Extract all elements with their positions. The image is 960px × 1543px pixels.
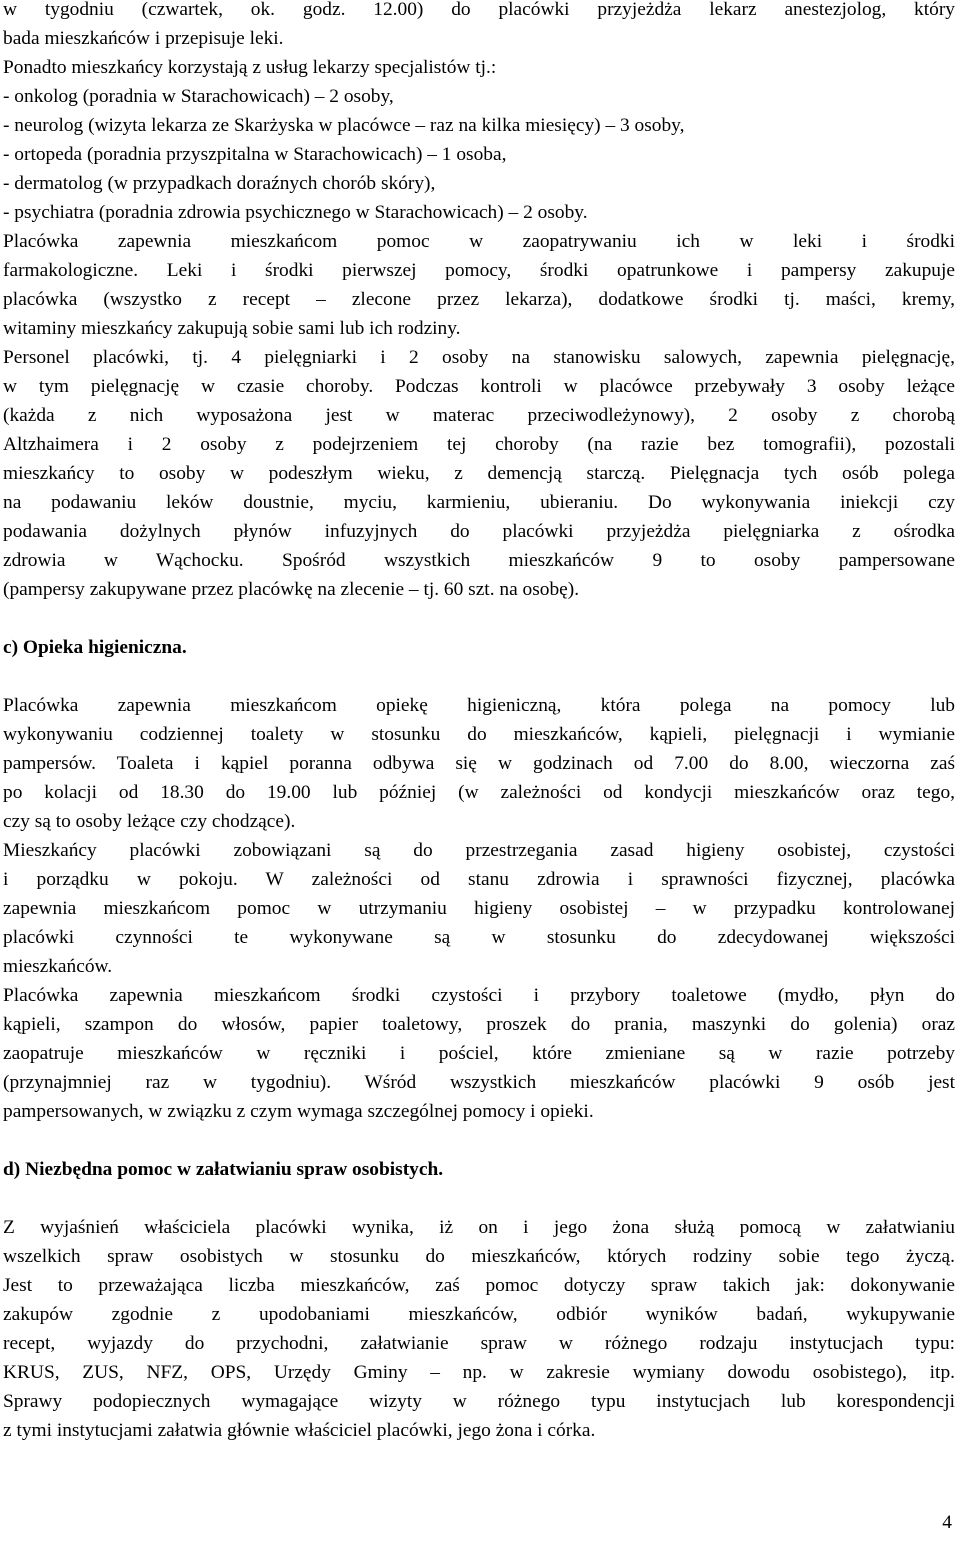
text-line: witaminy mieszkańcy zakupują sobie sami lub ich rodziny.	[3, 318, 461, 339]
text-line: zakupów zgodnie z upodobaniami mieszkańców, odbiór wyników badań, wykupywanie	[3, 1304, 955, 1325]
text-line: wszelkich spraw osobistych w stosunku do mieszkańców, których rodziny sobie tego życzą.	[3, 1246, 955, 1267]
text-line: wykonywaniu codziennej toalety w stosunku do mieszkańców, kąpieli, pielęgnacji i wymianie	[3, 724, 955, 745]
text-line: - neurolog (wizyta lekarza ze Skarżyska w placówce – raz na kilka miesięcy) – 3 osoby,	[3, 115, 685, 136]
text-line: zdrowia w Wąchocku. Spośród wszystkich mieszkańców 9 to osoby pampersowane	[3, 550, 955, 571]
text-line: Placówka zapewnia mieszkańcom opiekę higieniczną, która polega na pomocy lub	[3, 695, 955, 716]
text-line: farmakologiczne. Leki i środki pierwszej pomocy, środki opatrunkowe i pampersy zakupuje	[3, 260, 955, 281]
text-line: czy są to osoby leżące czy chodzące).	[3, 811, 296, 832]
text-line: zaopatruje mieszkańców w ręczniki i pościel, które zmieniane są w razie potrzeby	[3, 1043, 955, 1064]
spacer	[3, 604, 955, 633]
text-line: (przynajmniej raz w tygodniu). Wśród wszystkich mieszkańców placówki 9 osób jest	[3, 1072, 955, 1093]
text-line: po kolacji od 18.30 do 19.00 lub później (w zależności od kondycji mieszkańców oraz tego,	[3, 782, 955, 803]
text-line: placówka (wszystko z recept – zlecone przez lekarza), dodatkowe środki tj. maści, kremy,	[3, 289, 955, 310]
text-line: - onkolog (poradnia w Starachowicach) – 2 osoby,	[3, 86, 394, 107]
text-line: na podawaniu leków doustnie, myciu, karmieniu, ubieraniu. Do wykonywania iniekcji czy	[3, 492, 955, 513]
text-line: pampersów. Toaleta i kąpiel poranna odbywa się w godzinach od 7.00 do 8.00, wieczorna zaś	[3, 753, 955, 774]
text-line: (każda z nich wyposażona jest w materac przeciwodleżynowy), 2 osoby z chorobą	[3, 405, 955, 426]
heading-d: d) Niezbędna pomoc w załatwianiu spraw osobistych.	[3, 1159, 444, 1180]
text-line: w tygodniu (czwartek, ok. godz. 12.00) do placówki przyjeżdża lekarz anestezjolog, który	[3, 0, 955, 20]
page-number: 4	[942, 1512, 952, 1533]
text-line: Placówka zapewnia mieszkańcom pomoc w zaopatrywaniu ich w leki i środki	[3, 231, 955, 252]
text-line: mieszkańców.	[3, 956, 113, 977]
spacer	[3, 1126, 955, 1155]
text-line: - ortopeda (poradnia przyszpitalna w Starachowicach) – 1 osoba,	[3, 144, 507, 165]
text-line: - dermatolog (w przypadkach doraźnych chorób skóry),	[3, 173, 436, 194]
text-line: Personel placówki, tj. 4 pielęgniarki i 2 osoby na stanowisku salowych, zapewnia pielęgnację,	[3, 347, 955, 368]
text-line: pampersowanych, w związku z czym wymaga szczególnej pomocy i opieki.	[3, 1101, 594, 1122]
text-line: Altzhaimera i 2 osoby z podejrzeniem tej choroby (na razie bez tomografii), pozostali	[3, 434, 955, 455]
text-line: - psychiatra (poradnia zdrowia psychicznego w Starachowicach) – 2 osoby.	[3, 202, 588, 223]
spacer	[3, 1184, 955, 1213]
text-line: i porządku w pokoju. W zależności od stanu zdrowia i sprawności fizycznej, placówka	[3, 869, 955, 890]
text-line: kąpieli, szampon do włosów, papier toaletowy, proszek do prania, maszynki do golenia) oraz	[3, 1014, 955, 1035]
text-line: Z wyjaśnień właściciela placówki wynika, iż on i jego żona służą pomocą w załatwianiu	[3, 1217, 955, 1238]
text-line: bada mieszkańców i przepisuje leki.	[3, 28, 284, 49]
text-line: Mieszkańcy placówki zobowiązani są do przestrzegania zasad higieny osobistej, czystości	[3, 840, 955, 861]
section-intro	[3, 0, 955, 604]
text-line: Sprawy podopiecznych wymagające wizyty w różnego typu instytucjach lub korespondencji	[3, 1391, 955, 1412]
text-line: Ponadto mieszkańcy korzystają z usług lekarzy specjalistów tj.:	[3, 57, 497, 78]
text-line: zapewnia mieszkańcom pomoc w utrzymaniu higieny osobistej – w przypadku kontrolowanej	[3, 898, 955, 919]
heading-c: c) Opieka higieniczna.	[3, 637, 187, 658]
spacer	[3, 662, 955, 691]
text-line: podawania dożylnych płynów infuzyjnych do placówki przyjeżdża pielęgniarka z ośrodka	[3, 521, 955, 542]
document-page	[3, 0, 955, 1445]
text-line: (pampersy zakupywane przez placówkę na zlecenie – tj. 60 szt. na osobę).	[3, 579, 580, 600]
text-line: Placówka zapewnia mieszkańcom środki czystości i przybory toaletowe (mydło, płyn do	[3, 985, 955, 1006]
text-line: KRUS, ZUS, NFZ, OPS, Urzędy Gminy – np. w zakresie wymiany dowodu osobistego), itp.	[3, 1362, 955, 1383]
text-line: w tym pielęgnację w czasie choroby. Podczas kontroli w placówce przebywały 3 osoby leżące	[3, 376, 955, 397]
text-line: Jest to przeważająca liczba mieszkańców, zaś pomoc dotyczy spraw takich jak: dokonywanie	[3, 1275, 955, 1296]
text-line: placówki czynności te wykonywane są w stosunku do zdecydowanej większości	[3, 927, 955, 948]
text-line: z tymi instytucjami załatwia głównie właściciel placówki, jego żona i córka.	[3, 1420, 596, 1441]
text-line: mieszkańcy to osoby w podeszłym wieku, z demencją starczą. Pielęgnacja tych osób polega	[3, 463, 955, 484]
text-line: recept, wyjazdy do przychodni, załatwianie spraw w różnego rodzaju instytucjach typu:	[3, 1333, 955, 1354]
section-d	[3, 1213, 955, 1445]
section-c	[3, 691, 955, 1126]
